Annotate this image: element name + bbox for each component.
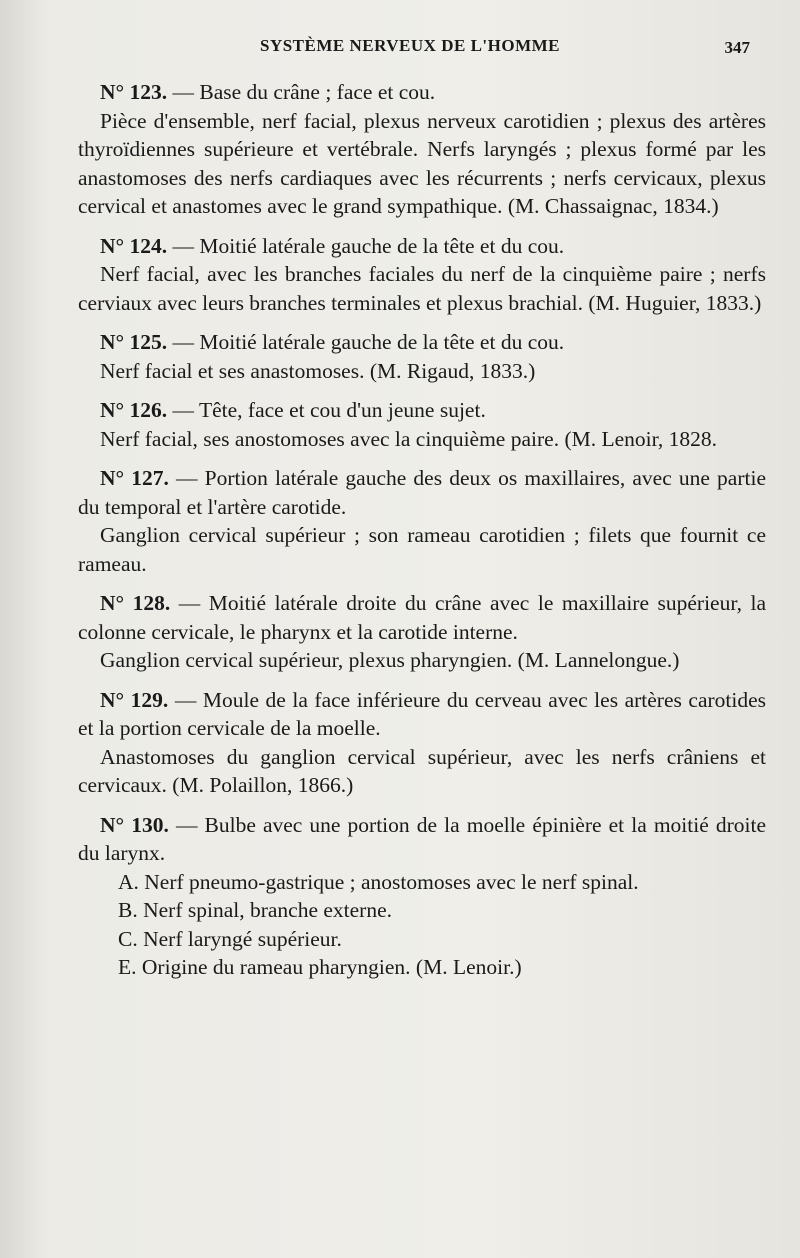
entry-126: [78, 396, 766, 453]
entry-description: [78, 260, 766, 317]
entry-number: N° 130.: [100, 812, 169, 837]
entry-title: [78, 328, 766, 357]
entry-heading: — Moitié latérale gauche de la tête et du cou.: [172, 233, 565, 258]
description-text: Pièce d'ensemble, nerf facial, plexus nerveux carotidien ; plexus des artères thyroïdiennes supérieure et vertébrale. Nerfs laryngés ; plexus formé par les anastomoses des nerfs cardiaques avec les récurrents ; nerfs cervicaux, plexus cervical et anastomes avec le grand sympathique. (M. Chassaignac, 1834.): [78, 108, 766, 218]
entry-heading: — Tête, face et cou d'un jeune sujet.: [172, 398, 486, 422]
description-text: Nerf facial, avec les branches faciales du nerf de la cinquième paire ; nerfs cerviaux avec leurs branches terminales et plexus brachial. (M. Huguier, 1833.): [78, 262, 766, 315]
description-text: Ganglion cervical supérieur ; son rameau carotidien ; filets que fournit ce rameau.: [78, 523, 766, 576]
list-item: A. Nerf pneumo-gastrique ; anostomoses avec le nerf spinal.: [118, 869, 639, 894]
entry-title: [78, 686, 766, 743]
page-number: 347: [724, 38, 750, 57]
entry-description: [78, 357, 766, 386]
entry-number: N° 129.: [100, 687, 169, 712]
entry-heading: — Moule de la face inférieure du cerveau avec les artères carotides et la portion cervicale de la moelle.: [78, 687, 767, 740]
entry-heading: — Base du crâne ; face et cou.: [172, 80, 436, 104]
entry-heading: — Moitié latérale droite du crâne avec le maxillaire supérieur, la colonne cervicale, le pharynx et la carotide interne.: [78, 591, 767, 644]
entry-heading: — Moitié latérale gauche de la tête et du cou.: [172, 330, 565, 354]
entry-description: [78, 425, 766, 454]
description-text: Ganglion cervical supérieur, plexus pharyngien. (M. Lannelongue.): [100, 648, 680, 672]
entry-title: [78, 396, 766, 425]
entry-number: N° 124.: [100, 233, 168, 258]
entry-125: [78, 328, 766, 385]
description-text: Nerf facial et ses anastomoses. (M. Rigaud, 1833.): [100, 358, 536, 383]
entry-title: [78, 589, 766, 646]
entry-heading: — Bulbe avec une portion de la moelle épinière et la moitié droite du larynx.: [78, 812, 767, 865]
entry-description: [78, 646, 766, 675]
entry-129: [78, 686, 766, 800]
catalog-entries: [78, 78, 766, 993]
entry-title: [78, 232, 766, 261]
entry-title: [78, 811, 766, 868]
entry-number: N° 126.: [100, 398, 168, 422]
list-item: C. Nerf laryngé supérieur.: [118, 926, 342, 951]
running-header: [60, 36, 760, 62]
entry-number: N° 128.: [100, 591, 171, 615]
description-text: Anastomoses du ganglion cervical supérieur, avec les nerfs crâniens et cervicaux. (M. Polaillon, 1866.): [78, 744, 766, 797]
entry-number: N° 123.: [100, 80, 168, 104]
entry-title: [78, 464, 766, 521]
description-text: Nerf facial, ses anostomoses avec la cinquième paire. (M. Lenoir, 1828.: [100, 426, 718, 451]
entry-title: [78, 78, 766, 107]
entry-heading: — Portion latérale gauche des deux os maxillaires, avec une partie du temporal et l'artère carotide.: [78, 466, 766, 519]
entry-130: [78, 811, 766, 982]
entry-123: [78, 78, 766, 221]
list-item: E. Origine du rameau pharyngien. (M. Lenoir.): [118, 955, 522, 979]
entry-description: [78, 743, 766, 800]
list-item: B. Nerf spinal, branche externe.: [118, 898, 393, 922]
entry-description: [78, 107, 766, 221]
entry-number: N° 125.: [100, 330, 168, 354]
running-title: SYSTÈME NERVEUX DE L'HOMME: [259, 36, 561, 55]
entry-description: [78, 521, 766, 578]
entry-number: N° 127.: [100, 466, 169, 490]
entry-124: [78, 232, 766, 318]
entry-128: [78, 589, 766, 675]
entry-127: [78, 464, 766, 578]
